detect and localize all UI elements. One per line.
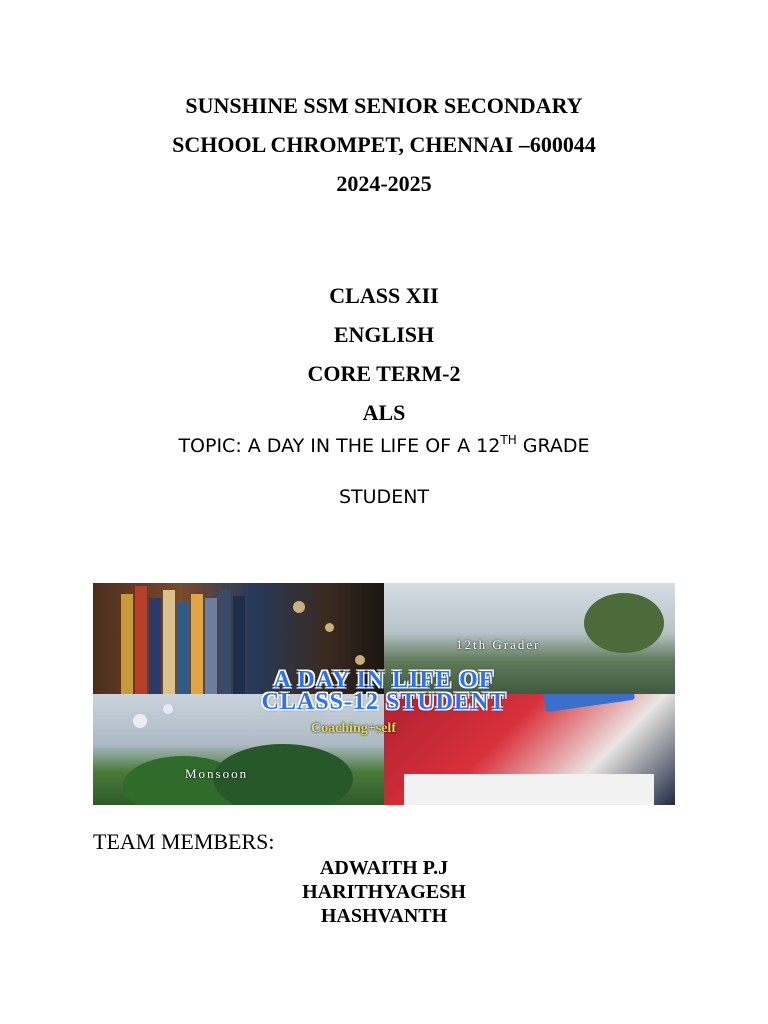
- team-members-list: [0, 856, 768, 928]
- collage-title-line1: A DAY IN LIFE OF: [273, 667, 495, 693]
- topic-line2: STUDENT: [338, 486, 430, 508]
- team-member: HARITHYAGESH: [302, 881, 466, 903]
- topic-prefix: TOPIC: A DAY IN THE LIFE OF A 12: [178, 435, 501, 457]
- course-details: [0, 276, 768, 432]
- cover-collage-image: [93, 583, 675, 805]
- tag-bottom: Monsoon: [185, 766, 249, 781]
- collage-title: [93, 669, 675, 713]
- team-member: ADWAITH P.J: [319, 857, 449, 879]
- team-members-label: TEAM MEMBERS:: [93, 829, 275, 854]
- academic-year: 2024-2025: [336, 171, 432, 196]
- subject-label: ENGLISH: [333, 322, 435, 347]
- tag-top: 12th Grader: [456, 637, 541, 652]
- als-label: ALS: [362, 400, 406, 425]
- school-name-line1: SUNSHINE SSM SENIOR SECONDARY: [185, 93, 583, 118]
- topic-suffix: GRADE: [516, 435, 590, 457]
- team-member: HASHVANTH: [320, 905, 448, 927]
- collage-title-line2: CLASS-12 STUDENT: [261, 689, 507, 715]
- school-header: [0, 86, 768, 203]
- class-label: CLASS XII: [329, 283, 439, 308]
- collage-subtitle: Coaching+self: [311, 721, 396, 736]
- topic-line1: [0, 430, 768, 462]
- term-label: CORE TERM-2: [307, 361, 461, 386]
- school-name-line2: SCHOOL CHROMPET, CHENNAI –600044: [172, 132, 596, 157]
- topic-superscript: TH: [500, 433, 517, 447]
